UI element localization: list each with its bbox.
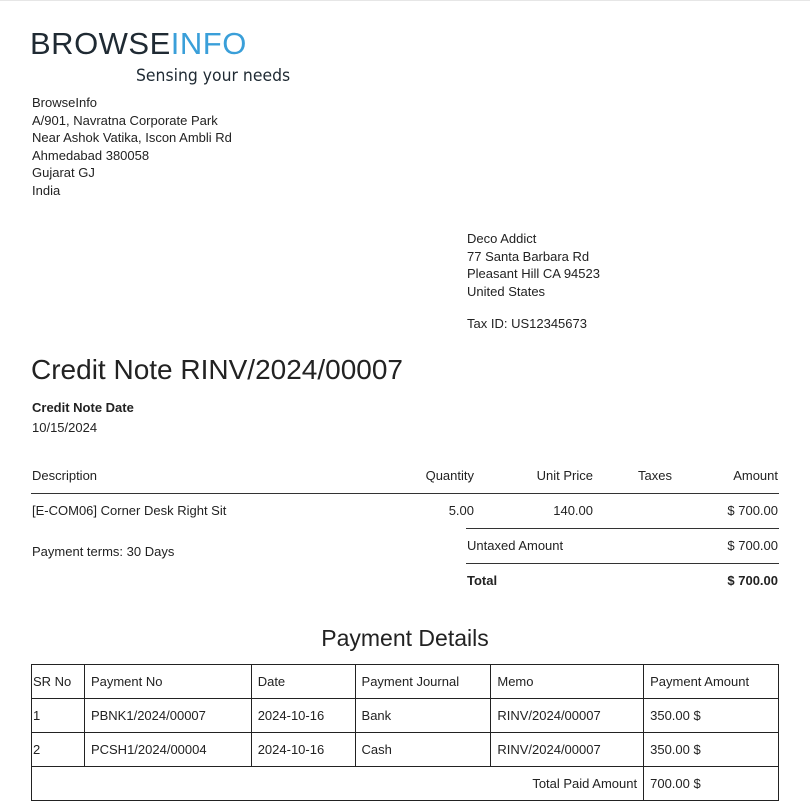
line-description: [E-COM06] Corner Desk Right Sit [32, 503, 227, 518]
credit-note-date-value: 10/15/2024 [32, 420, 98, 435]
customer-address-line: United States [467, 283, 546, 299]
cell-amount: 350.00 $ [644, 733, 779, 767]
company-address-line: Gujarat GJ [32, 165, 95, 180]
credit-note-date-label: Credit Note Date [32, 400, 134, 415]
cell-payment-no: PBNK1/2024/00007 [84, 699, 251, 733]
table-row [32, 733, 779, 767]
total-label: Total [467, 573, 498, 588]
company-address-line: Ahmedabad 380058 [32, 147, 150, 163]
company-name: BrowseInfo [32, 95, 98, 110]
company-address-line: A/901, Navratna Corporate Park [32, 112, 218, 128]
table-header-row [32, 665, 779, 699]
logo-browse-text: BROWSE [30, 26, 171, 61]
th-payment-amount: Payment Amount [644, 665, 779, 699]
cell-journal: Cash [355, 733, 491, 767]
company-address [32, 94, 232, 199]
cell-payment-no: PCSH1/2024/00004 [84, 733, 251, 767]
payment-details-table [31, 664, 779, 801]
payment-details-title: Payment Details [321, 625, 489, 651]
cell-sr-no: 1 [32, 699, 85, 733]
cell-amount: 350.00 $ [644, 699, 779, 733]
header-divider [31, 493, 779, 494]
cell-journal: Bank [355, 699, 491, 733]
company-address-line: Near Ashok Vatika, Iscon Ambli Rd [32, 130, 232, 145]
logo-wordmark [30, 26, 247, 62]
customer-address-line: Pleasant Hill CA 94523 [467, 266, 600, 281]
col-header-amount: Amount [733, 468, 778, 483]
table-total-row [32, 767, 779, 801]
customer-name: Deco Addict [467, 231, 537, 246]
payment-terms: Payment terms: 30 Days [32, 544, 175, 559]
logo-tagline: Sensing your needs [136, 66, 291, 86]
line-amount: $ 700.00 [727, 503, 778, 518]
col-header-unit-price: Unit Price [536, 468, 593, 483]
cell-memo: RINV/2024/00007 [491, 733, 644, 767]
th-payment-no: Payment No [84, 665, 251, 699]
logo-info-text: INFO [170, 26, 247, 61]
cell-memo: RINV/2024/00007 [491, 699, 644, 733]
line-unit-price: 140.00 [553, 503, 593, 518]
document-title: Credit Note RINV/2024/00007 [31, 354, 403, 385]
top-border [0, 0, 810, 1]
cell-date: 2024-10-16 [251, 699, 355, 733]
cell-sr-no: 2 [32, 733, 85, 767]
total-paid-label: Total Paid Amount [32, 767, 644, 801]
customer-tax-id: Tax ID: US12345673 [467, 316, 587, 331]
totals-divider [466, 563, 779, 564]
cell-date: 2024-10-16 [251, 733, 355, 767]
totals-divider-top [466, 528, 779, 529]
untaxed-amount-value: $ 700.00 [727, 538, 778, 553]
col-header-description: Description [32, 468, 98, 483]
company-logo [30, 26, 291, 92]
company-address-line: India [32, 182, 61, 198]
th-payment-journal: Payment Journal [355, 665, 491, 699]
col-header-quantity: Quantity [425, 468, 474, 483]
th-memo: Memo [491, 665, 644, 699]
untaxed-amount-label: Untaxed Amount [467, 538, 564, 553]
th-sr-no: SR No [32, 665, 85, 699]
th-date: Date [251, 665, 355, 699]
total-value: $ 700.00 [727, 573, 778, 588]
table-row [32, 699, 779, 733]
line-quantity: 5.00 [448, 503, 474, 518]
col-header-taxes: Taxes [638, 468, 672, 483]
customer-address-line: 77 Santa Barbara Rd [467, 248, 590, 264]
customer-address [467, 230, 600, 300]
total-paid-value: 700.00 $ [644, 767, 779, 801]
